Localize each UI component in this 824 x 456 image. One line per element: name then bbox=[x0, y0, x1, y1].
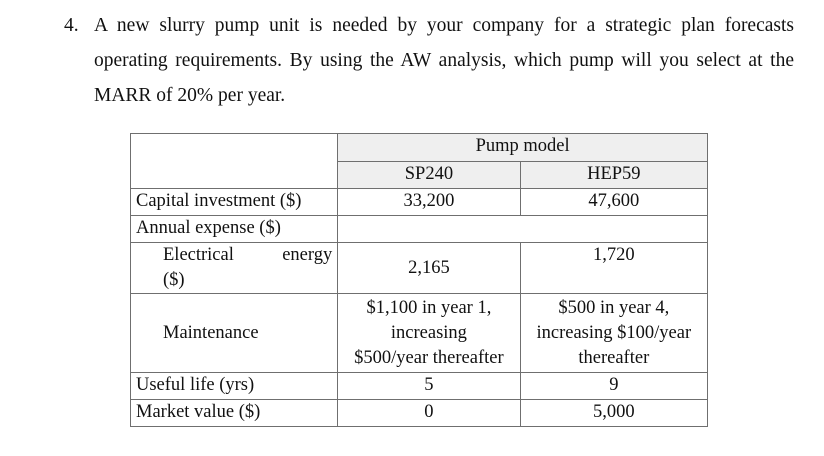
annual-expense-label: Annual expense ($) bbox=[131, 216, 338, 243]
electrical-energy-row bbox=[131, 243, 708, 294]
electrical-label-unit: ($) bbox=[163, 270, 185, 290]
market-value-label: Market value ($) bbox=[131, 400, 338, 427]
question-number: 4. bbox=[64, 15, 79, 36]
question-line-3: MARR of 20% per year. bbox=[94, 85, 286, 106]
maintenance-sp240-value bbox=[338, 294, 520, 373]
maintenance-hep59-line-1: $500 in year 4, bbox=[558, 297, 670, 318]
maintenance-label: Maintenance bbox=[131, 294, 338, 373]
maintenance-hep59-value bbox=[520, 294, 707, 373]
pump-model-header: Pump model bbox=[338, 134, 708, 162]
maintenance-sp240-line-2: increasing bbox=[390, 322, 467, 343]
market-sp240-value: 0 bbox=[338, 400, 520, 427]
header-empty-cell bbox=[131, 134, 338, 189]
maintenance-sp240-line-1: $1,100 in year 1, bbox=[366, 297, 492, 318]
question-line-2: operating requirements. By using the AW analysis, which pump will you select at the bbox=[94, 50, 794, 71]
electrical-label-word1: Electrical bbox=[163, 245, 234, 265]
useful-life-label: Useful life (yrs) bbox=[131, 373, 338, 400]
electrical-energy-label bbox=[131, 243, 338, 294]
maintenance-row bbox=[131, 294, 708, 373]
useful-life-sp240-value: 5 bbox=[338, 373, 520, 400]
pump-comparison-table bbox=[130, 133, 708, 427]
market-value-row bbox=[131, 400, 708, 427]
model-sp240-header: SP240 bbox=[338, 162, 520, 189]
market-hep59-value: 5,000 bbox=[520, 400, 707, 427]
capital-investment-label: Capital investment ($) bbox=[131, 189, 338, 216]
useful-life-row bbox=[131, 373, 708, 400]
useful-life-hep59-value: 9 bbox=[520, 373, 707, 400]
annual-expense-empty-cell bbox=[338, 216, 708, 243]
capital-sp240-value: 33,200 bbox=[338, 189, 520, 216]
capital-hep59-value: 47,600 bbox=[520, 189, 707, 216]
capital-investment-row bbox=[131, 189, 708, 216]
table-header-row bbox=[131, 134, 708, 162]
maintenance-hep59-line-2: increasing $100/year bbox=[536, 322, 692, 343]
electrical-label-word2: energy bbox=[282, 245, 333, 265]
annual-expense-row bbox=[131, 216, 708, 243]
maintenance-sp240-line-3: $500/year thereafter bbox=[354, 347, 504, 368]
question-line-1 bbox=[64, 8, 794, 43]
question-line-1-text: A new slurry pump unit is needed by your company for a strategic plan forecasts bbox=[94, 15, 794, 36]
electrical-hep59-value: 1,720 bbox=[520, 243, 707, 294]
electrical-sp240-value: 2,165 bbox=[338, 243, 520, 294]
model-hep59-header: HEP59 bbox=[520, 162, 707, 189]
maintenance-hep59-line-3: thereafter bbox=[578, 347, 650, 368]
question-text bbox=[64, 8, 794, 113]
